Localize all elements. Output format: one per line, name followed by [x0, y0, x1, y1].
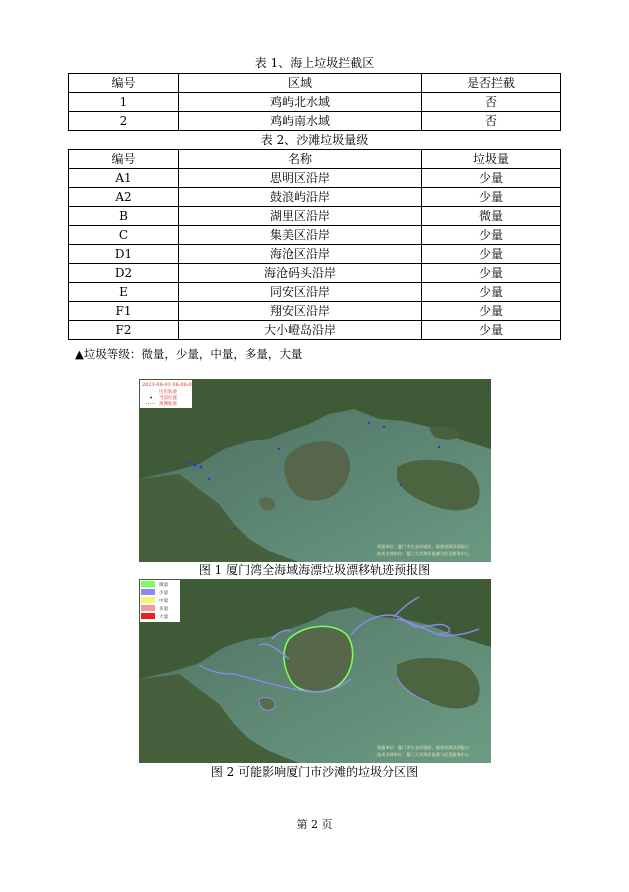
table-row — [69, 207, 561, 226]
figure1-caption: 图 1 厦门湾全海域海漂垃圾漂移轨迹预报图 — [198, 563, 431, 577]
legend-current-marker — [150, 397, 152, 399]
legend-label-huge: 大量 — [159, 615, 169, 620]
table-row — [69, 112, 561, 131]
legend-swatch-large — [141, 605, 155, 611]
table-cell: 少量 — [422, 264, 561, 283]
table-cell: 海沧码头沿岸 — [179, 264, 422, 283]
table-cell: F1 — [69, 302, 179, 321]
figure1-map — [139, 379, 491, 562]
table-cell: 少量 — [422, 188, 561, 207]
table-cell: 少量 — [422, 321, 561, 340]
header-cell-name: 名称 — [179, 150, 422, 169]
table-row — [69, 321, 561, 340]
page-number: 第 2 页 — [296, 818, 333, 831]
table1-title: 表 1、海上垃圾拦截区 — [254, 56, 375, 70]
table-header-row — [69, 150, 561, 169]
table-cell: A2 — [69, 188, 179, 207]
table-cell: A1 — [69, 169, 179, 188]
header-cell-id: 编号 — [69, 74, 179, 93]
table-row — [69, 226, 561, 245]
legend-label-large: 多量 — [159, 607, 169, 612]
table-cell: 湖里区沿岸 — [179, 207, 422, 226]
zone-legend — [140, 580, 180, 622]
grade-note: ▲垃圾等级：微量，少量，中量，多量，大量 — [75, 347, 303, 361]
table-cell: 鸡屿南水域 — [179, 112, 422, 131]
legend-label-small: 少量 — [159, 591, 169, 596]
table-cell: 鼓浪屿沿岸 — [179, 188, 422, 207]
credit-line-2: 技术支撑单位：厦门大学海洋监测与信息服务中心 — [377, 551, 470, 556]
legend-label-medium: 中量 — [159, 599, 169, 604]
credit-line-1: 预报单位：厦门市生态环境局、福建省海洋预报台 — [377, 745, 470, 750]
table-cell: E — [69, 283, 179, 302]
table-cell: 集美区沿岸 — [179, 226, 422, 245]
table-cell: D2 — [69, 264, 179, 283]
table-row — [69, 283, 561, 302]
table-cell: 少量 — [422, 302, 561, 321]
table-cell: F2 — [69, 321, 179, 340]
table-cell: 1 — [69, 93, 179, 112]
table-row — [69, 264, 561, 283]
table-cell: 同安区沿岸 — [179, 283, 422, 302]
legend-swatch-medium — [141, 597, 155, 603]
table-cell: 微量 — [422, 207, 561, 226]
table-cell: C — [69, 226, 179, 245]
table-cell: 少量 — [422, 169, 561, 188]
figure2-map — [139, 579, 491, 763]
table-cell: 否 — [422, 112, 561, 131]
table-row — [69, 302, 561, 321]
table2-title: 表 2、沙滩垃圾量级 — [260, 133, 369, 147]
table-cell: B — [69, 207, 179, 226]
legend-label-trace: 微量 — [159, 583, 169, 588]
credit-line-1: 预报单位：厦门市生态环境局、福建省海洋预报台 — [377, 544, 470, 549]
beach-zone-map — [139, 579, 491, 763]
header-cell-id: 编号 — [69, 150, 179, 169]
credit-line-2: 技术支撑单位：厦门大学海洋监测与信息服务中心 — [377, 752, 470, 757]
header-cell-intercept: 是否拦截 — [422, 74, 561, 93]
table-cell: 2 — [69, 112, 179, 131]
figure2-caption: 图 2 可能影响厦门市沙滩的垃圾分区图 — [210, 765, 419, 779]
table-cell: 少量 — [422, 283, 561, 302]
table-cell: 思明区沿岸 — [179, 169, 422, 188]
drift-forecast-map — [139, 379, 491, 562]
table-cell: 海沧区沿岸 — [179, 245, 422, 264]
legend-current-label: 当前位置 — [159, 396, 177, 401]
table-row — [69, 169, 561, 188]
legend-swatch-huge — [141, 613, 155, 619]
table-row — [69, 188, 561, 207]
header-cell-area: 区域 — [179, 74, 422, 93]
table-header-row — [69, 74, 561, 93]
header-cell-amount: 垃圾量 — [422, 150, 561, 169]
legend-swatch-small — [141, 589, 155, 595]
table-row — [69, 245, 561, 264]
table1 — [68, 73, 561, 131]
table-cell: 大小嶝岛沿岸 — [179, 321, 422, 340]
table-cell: 否 — [422, 93, 561, 112]
table2 — [68, 149, 561, 340]
legend-swatch-trace — [141, 581, 155, 587]
table-cell: 鸡屿北水域 — [179, 93, 422, 112]
forecast-timestamp: 2023-08-03 06:00:00 — [142, 382, 195, 388]
table-cell: D1 — [69, 245, 179, 264]
table-cell: 少量 — [422, 226, 561, 245]
table-cell: 少量 — [422, 245, 561, 264]
legend-history-label: 历史轨迹 — [159, 390, 177, 395]
table-cell: 翔安区沿岸 — [179, 302, 422, 321]
table-row — [69, 93, 561, 112]
legend-forecast-label: 预测轨迹 — [159, 402, 177, 407]
